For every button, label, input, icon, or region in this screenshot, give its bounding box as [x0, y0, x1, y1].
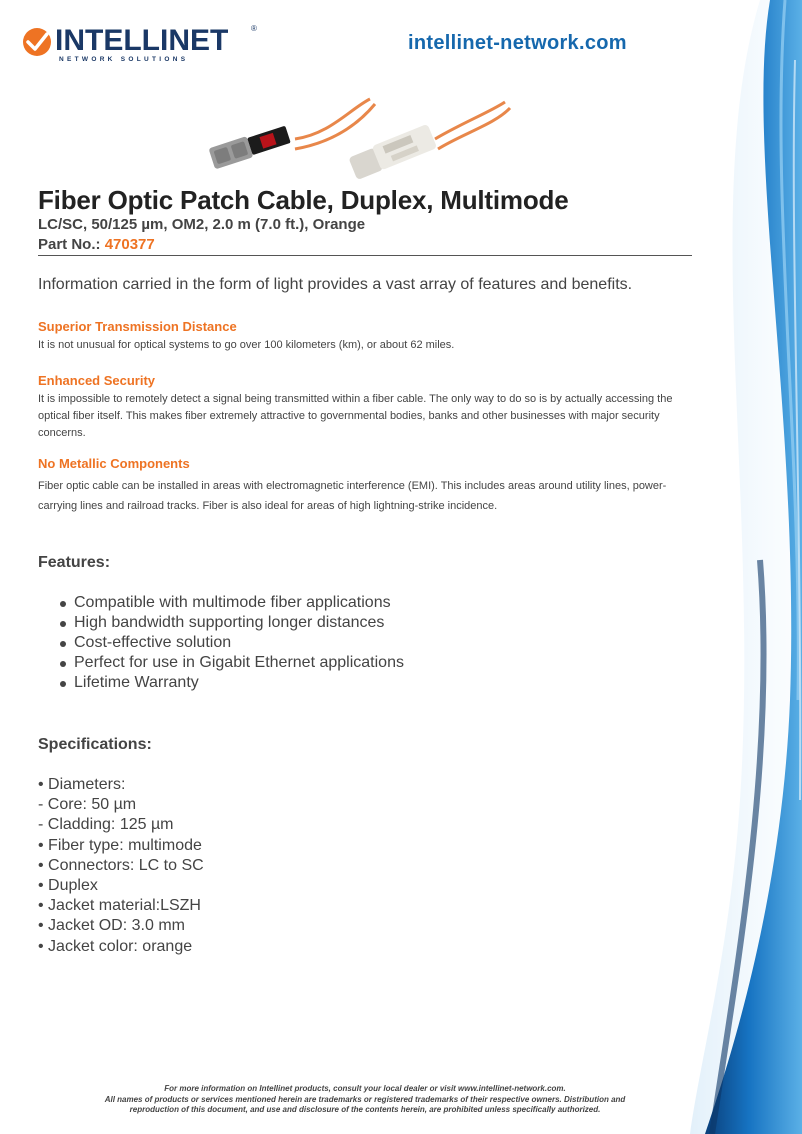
section-heading-transmission: Superior Transmission Distance	[38, 319, 237, 334]
footer-line: reproduction of this document, and use and disclosure of the contents herein, are prohibited unless specifically authorized.	[129, 1105, 601, 1114]
footer-line: For more information on Intellinet products, consult your local dealer or visit www.intellinet-network.com.	[164, 1084, 566, 1093]
section-text-security: It is impossible to remotely detect a signal being transmitted within a fiber cable. The only way to do so is by actually accessing the optical fiber itself. This makes fiber extremely attractive to governmental bodies, banks and other businesses with major security concerns.	[38, 393, 673, 439]
part-number-value: 470377	[104, 236, 155, 253]
list-item: • Jacket material:LSZH	[38, 897, 201, 915]
fiber-cable-product-image	[200, 94, 530, 186]
list-item: Cost-effective solution	[58, 633, 404, 653]
legal-footer	[40, 1084, 690, 1116]
list-item: High bandwidth supporting longer distances	[58, 613, 404, 633]
intellinet-logo-badge	[22, 27, 52, 57]
part-number-line	[38, 236, 155, 253]
section-heading-security: Enhanced Security	[38, 373, 156, 388]
list-item: • Duplex	[38, 877, 98, 895]
section-text-nonmetallic: Fiber optic cable can be installed in areas with electromagnetic interference (EMI). This includes areas around utility lines, power-carrying lines and railroad tracks. Fiber is also ideal for areas of high lightning-strike incidence.	[38, 480, 667, 512]
list-item: • Connectors: LC to SC	[38, 856, 204, 874]
features-list	[58, 593, 404, 693]
list-item: • Fiber type: multimode	[38, 836, 202, 854]
logo-registered-mark: ®	[251, 24, 257, 33]
intro-text: Information carried in the form of light provides a vast array of features and benefits.	[38, 276, 633, 293]
list-item: Lifetime Warranty	[58, 673, 404, 693]
list-item: • Diameters:	[38, 776, 126, 793]
list-item: - Cladding: 125 µm	[38, 816, 174, 834]
product-title: Fiber Optic Patch Cable, Duplex, Multimode	[38, 185, 569, 215]
features-heading: Features:	[38, 554, 111, 571]
product-subtitle: LC/SC, 50/125 µm, OM2, 2.0 m (7.0 ft.), Orange	[38, 216, 366, 233]
title-divider	[38, 255, 692, 256]
list-item: Perfect for use in Gigabit Ethernet applications	[58, 653, 404, 673]
footer-line: All names of products or services mentioned herein are trademarks or registered trademarks of their respective owners. Distribution and	[104, 1094, 626, 1104]
website-link[interactable]: intellinet-network.com	[408, 32, 627, 54]
list-item: Compatible with multimode fiber applications	[58, 593, 404, 613]
list-item: - Core: 50 µm	[38, 796, 137, 814]
list-item: • Jacket color: orange	[38, 937, 193, 955]
specifications-heading: Specifications:	[38, 736, 152, 753]
section-heading-nonmetallic: No Metallic Components	[38, 456, 190, 471]
part-number-label: Part No.:	[38, 236, 101, 253]
logo-wordmark: INTELLINET	[55, 24, 229, 57]
list-item: • Jacket OD: 3.0 mm	[38, 917, 185, 935]
logo-tagline: NETWORK SOLUTIONS	[59, 56, 189, 63]
specifications-list	[38, 775, 204, 957]
section-text-transmission: It is not unusual for optical systems to go over 100 kilometers (km), or about 62 miles.	[38, 339, 455, 351]
intellinet-logo	[22, 24, 257, 64]
